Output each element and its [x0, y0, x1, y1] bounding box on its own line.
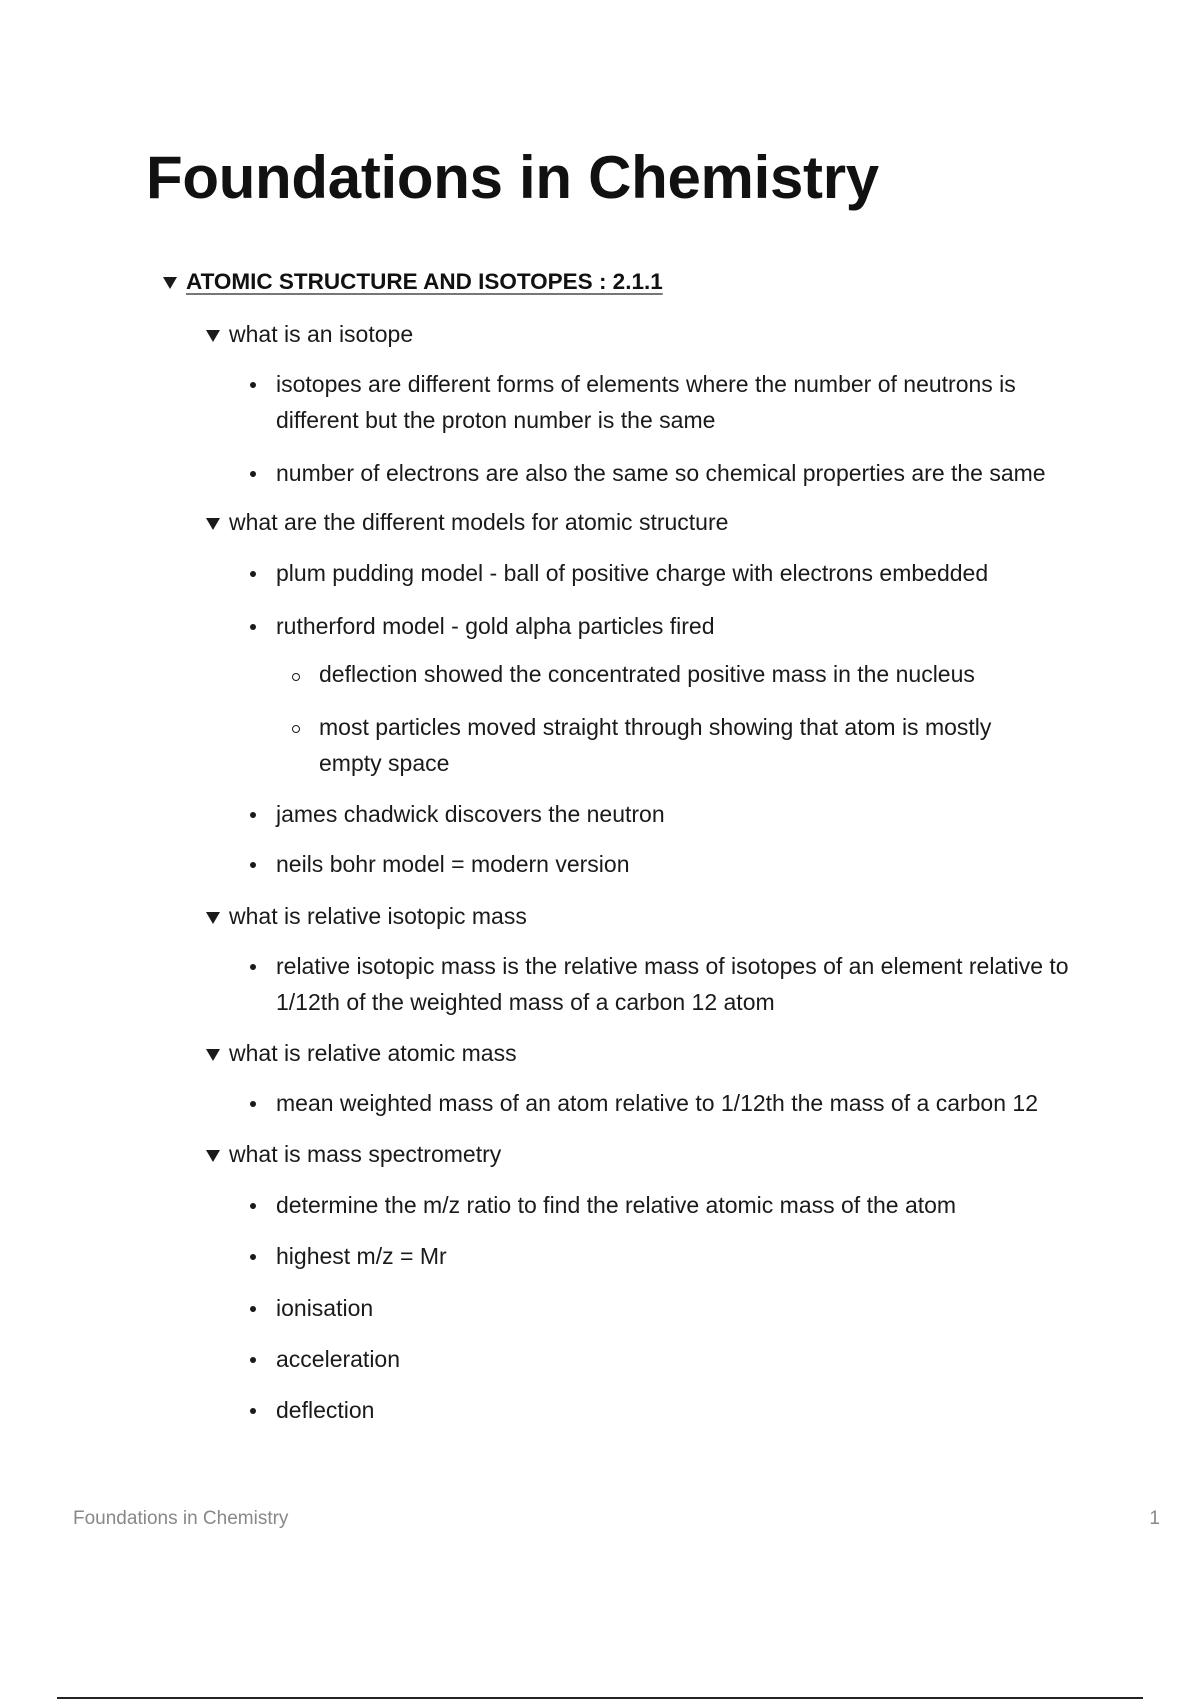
- page-number: 1: [1149, 1508, 1160, 1529]
- list-item: acceleration: [276, 1346, 401, 1372]
- triangle-down-icon[interactable]: [206, 1049, 220, 1061]
- toggle-label: what is relative atomic mass: [229, 1040, 517, 1066]
- bullet-dot-icon: [250, 862, 256, 868]
- list-item: deflection: [276, 1397, 375, 1423]
- list-item: determine the m/z ratio to find the relative atomic mass of the atom: [276, 1192, 957, 1218]
- bullet-dot-icon: [250, 624, 256, 630]
- triangle-down-icon[interactable]: [206, 518, 220, 530]
- bullet-dot-icon: [250, 1306, 256, 1312]
- bullet-dot-icon: [250, 1357, 256, 1363]
- list-item: plum pudding model - ball of positive charge with electrons embedded: [276, 560, 989, 586]
- bullet-circle-icon: [292, 673, 300, 681]
- bullet-dot-icon: [250, 1203, 256, 1209]
- sub-list-item: deflection showed the concentrated positive mass in the nucleus: [319, 661, 975, 687]
- triangle-down-icon[interactable]: [206, 1150, 220, 1162]
- page-title: Foundations in Chemistry: [146, 144, 879, 211]
- bullet-dot-icon: [250, 1254, 256, 1260]
- footer-title: Foundations in Chemistry: [73, 1508, 289, 1529]
- list-item: mean weighted mass of an atom relative to 1/12th the mass of a carbon 12: [276, 1090, 1038, 1116]
- list-item: relative isotopic mass is the relative mass of isotopes of an element relative to 1/12th of the weighted mass of a carbon 12 atom: [276, 953, 1069, 1015]
- bullet-dot-icon: [250, 964, 256, 970]
- list-item: number of electrons are also the same so chemical properties are the same: [276, 460, 1046, 486]
- page-divider: [57, 1697, 1143, 1699]
- section-heading: ATOMIC STRUCTURE AND ISOTOPES : 2.1.1: [186, 269, 663, 294]
- list-item: ionisation: [276, 1295, 374, 1321]
- sub-list-item: most particles moved straight through showing that atom is mostly empty space: [319, 714, 992, 776]
- section-toggle-atomic-structure[interactable]: [163, 269, 663, 295]
- bullet-dot-icon: [250, 1101, 256, 1107]
- bullet-dot-icon: [250, 571, 256, 577]
- toggle-label: what is mass spectrometry: [229, 1141, 502, 1167]
- bullet-circle-icon: [292, 725, 300, 733]
- list-item: neils bohr model = modern version: [276, 851, 630, 877]
- toggle-relative-isotopic-mass[interactable]: [206, 903, 527, 930]
- bullet-dot-icon: [250, 471, 256, 477]
- toggle-what-is-an-isotope[interactable]: [206, 321, 413, 348]
- list-item: rutherford model - gold alpha particles fired: [276, 613, 715, 639]
- list-item: james chadwick discovers the neutron: [276, 801, 665, 827]
- toggle-relative-atomic-mass[interactable]: [206, 1040, 517, 1067]
- toggle-label: what are the different models for atomic structure: [229, 509, 729, 535]
- bullet-dot-icon: [250, 382, 256, 388]
- list-item: highest m/z = Mr: [276, 1243, 447, 1269]
- bullet-dot-icon: [250, 812, 256, 818]
- toggle-label: what is an isotope: [229, 321, 414, 347]
- bullet-dot-icon: [250, 1408, 256, 1414]
- triangle-down-icon[interactable]: [206, 912, 220, 924]
- triangle-down-icon[interactable]: [206, 330, 220, 342]
- toggle-different-models[interactable]: [206, 509, 728, 536]
- toggle-label: what is relative isotopic mass: [229, 903, 527, 929]
- toggle-mass-spectrometry[interactable]: [206, 1141, 501, 1168]
- list-item: isotopes are different forms of elements where the number of neutrons is different but the proton number is the same: [276, 371, 1016, 433]
- triangle-down-icon[interactable]: [163, 277, 177, 289]
